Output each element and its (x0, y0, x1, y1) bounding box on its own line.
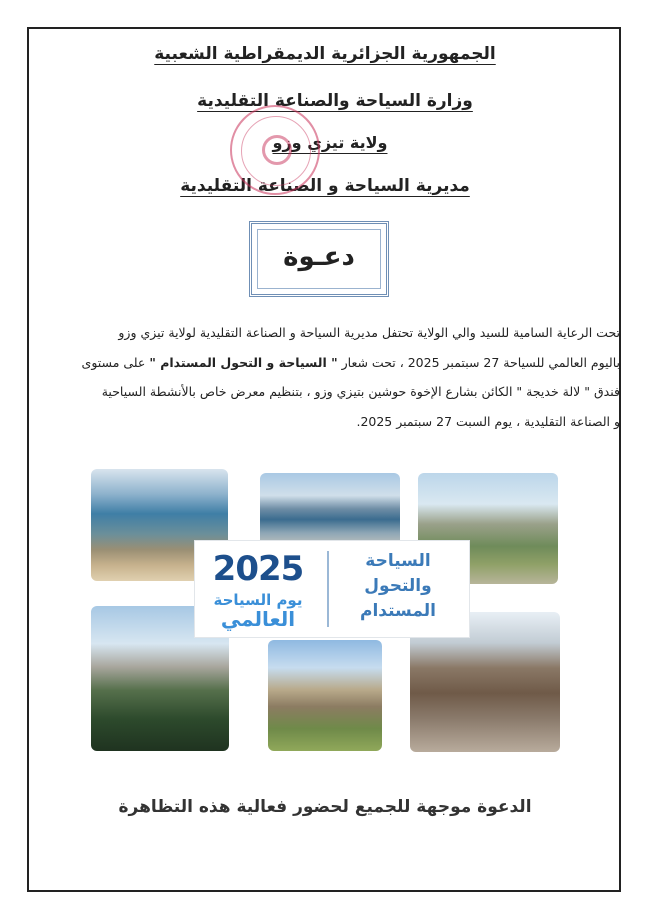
banner-theme-line-1: السياحة (365, 551, 431, 571)
world-tourism-day-banner (194, 540, 470, 638)
document-border (27, 27, 621, 892)
official-stamp (230, 105, 320, 195)
stamp-emblem-icon (262, 135, 292, 165)
invitation-title-box (249, 221, 389, 297)
republic-header: الجمهورية الجزائرية الديمقراطية الشعبية (154, 44, 496, 64)
banner-day-line-1: يوم السياحة (213, 591, 303, 609)
body-line-3: فندق " لالة خديجة " الكائن بشارع الإخوة حوشين بتيزي وزو ، بتنظيم معرض خاص بالأنشطة السياحية (101, 384, 620, 399)
wilaya-header: ولاية تيزي وزو (272, 133, 388, 152)
banner-divider (327, 551, 329, 627)
banner-theme-line-3: المستدام (360, 601, 436, 621)
event-slogan: " السياحة و التحول المستدام " (149, 354, 338, 370)
footer-note: الدعوة موجهة للجميع لحضور فعالية هذه التظاهرة (118, 797, 532, 817)
photo-marina (260, 473, 400, 548)
body-line-4: و الصناعة التقليدية ، يوم السبت 27 سبتمبر 2025. (356, 413, 620, 429)
body-line-2-a: باليوم العالمي للسياحة 27 سبتمبر 2025 ، تحت شعار (337, 354, 620, 370)
banner-theme-line-2: والتحول (364, 576, 432, 596)
photo-ancient-ruins (268, 640, 382, 751)
body-line-2-c: على مستوى (81, 354, 150, 370)
banner-day-line-2: العالمي (220, 607, 296, 631)
body-line-1: تحت الرعاية السامية للسيد والي الولاية تحتفل مديرية السياحة و الصناعة التقليدية لولاية تيزي وزو (118, 325, 620, 340)
ministry-header: وزارة السياحة والصناعة التقليدية (197, 91, 473, 111)
invitation-title: دعـوة (283, 242, 355, 272)
invitation-body (45, 318, 620, 436)
banner-year: 2025 (212, 549, 304, 589)
directorate-header: مديرية السياحة و الصناعة التقليدية (180, 176, 470, 196)
body-line-2 (45, 348, 620, 378)
